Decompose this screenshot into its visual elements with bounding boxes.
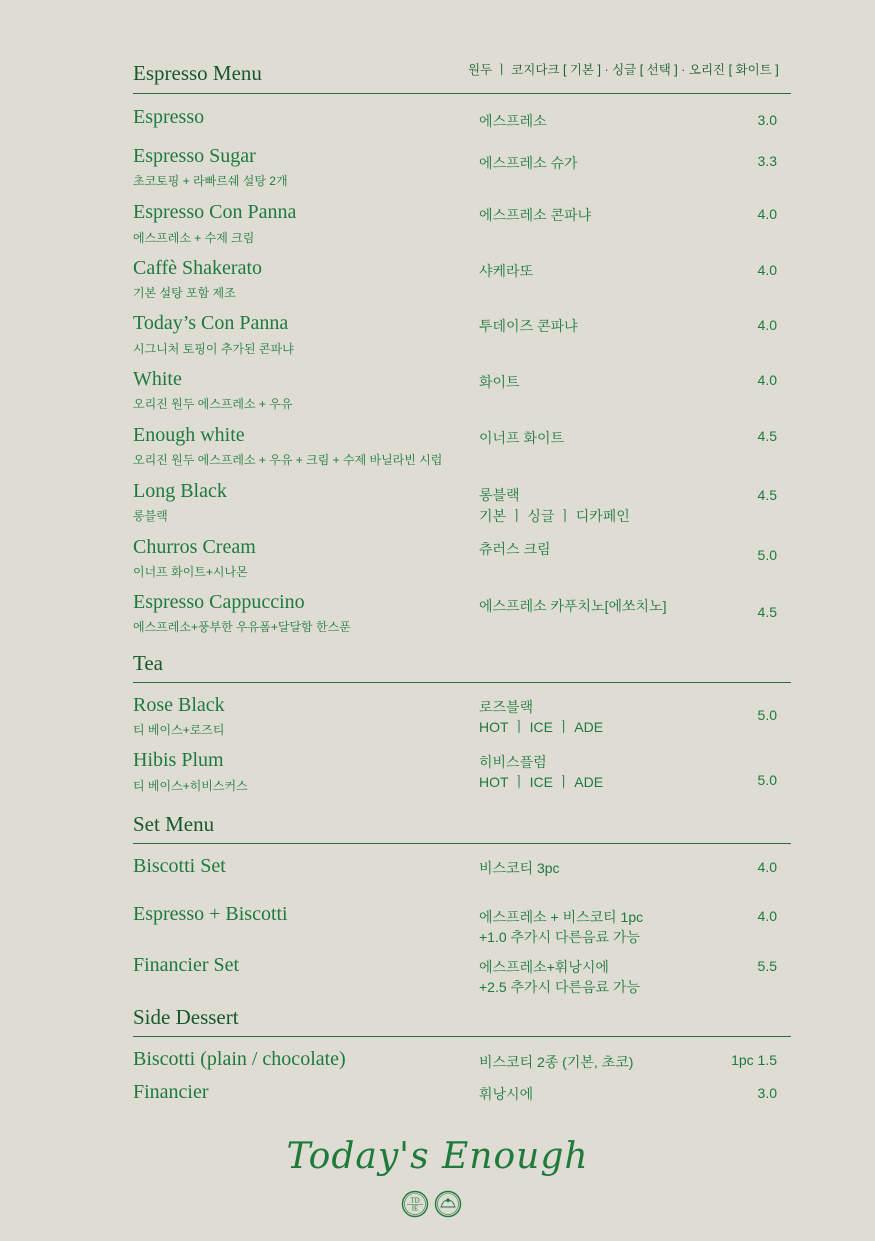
item-name-espresso-cappuccino: Espresso Cappuccino: [133, 591, 305, 613]
item-korean-espresso-con-panna: 에스프레소 콘파냐: [479, 207, 592, 223]
item-name-caffe-shakerato: Caffè Shakerato: [133, 257, 263, 279]
tea-section-title: Tea: [133, 651, 164, 675]
item-korean-churros-cream: 츄러스 크림: [479, 541, 551, 557]
long-black-options: 기본 ㅣ 싱글 ㅣ 디카페인: [479, 508, 630, 524]
item-desc-rose-black: 티 베이스+로즈티: [133, 723, 225, 737]
item-name-financier-set: Financier Set: [133, 954, 240, 976]
item-desc-churros-cream: 이너프 화이트+시나몬: [133, 565, 248, 579]
item-korean-biscotti-set: 비스코티 3pc: [479, 860, 560, 876]
item-name-espresso-sugar: Espresso Sugar: [133, 145, 256, 167]
item-desc-enough-white: 오리진 원두 에스프레소 + 우유 + 크림 + 수제 바닐라빈 시럽: [133, 453, 443, 467]
item-name-long-black: Long Black: [133, 480, 227, 502]
item-price-espresso-cappuccino: 4.5: [757, 604, 777, 620]
item-name-espresso-biscotti: Espresso + Biscotti: [133, 903, 288, 925]
espresso-section-title: Espresso Menu: [133, 61, 262, 85]
tea-divider: [133, 682, 791, 683]
item-korean-enough-white: 이너프 화이트: [479, 430, 565, 446]
item-price-churros-cream: 5.0: [757, 547, 777, 563]
brand-badges: [400, 1190, 466, 1218]
item-price-caffe-shakerato: 4.0: [757, 262, 777, 278]
item-korean-white: 화이트: [479, 374, 520, 390]
item-korean-financier-set: 에스프레소+휘낭시에: [479, 959, 609, 975]
svg-text:IE: IE: [411, 1204, 419, 1213]
item-name-churros-cream: Churros Cream: [133, 536, 256, 558]
set-section-title: Set Menu: [133, 812, 215, 836]
espresso-biscotti-note: +1.0 추가시 다른음료 가능: [479, 929, 641, 945]
item-name-hibis-plum: Hibis Plum: [133, 749, 224, 771]
brand-seal-icon: [400, 1190, 466, 1218]
rose-black-options: HOT ㅣ ICE ㅣ ADE: [479, 719, 604, 735]
item-korean-espresso-cappuccino: 에스프레소 카푸치노[에쏘치노]: [479, 598, 667, 614]
bean-options-note: 원두 ㅣ 코지다크 [ 기본 ] · 싱글 [ 선택 ] · 오리진 [ 화이트 ]: [468, 63, 779, 77]
item-korean-espresso-sugar: 에스프레소 슈가: [479, 155, 578, 171]
brand-logo-text: Today's Enough: [286, 1136, 589, 1177]
item-name-biscotti-set: Biscotti Set: [133, 855, 226, 877]
item-desc-todays-con-panna: 시그니처 토핑이 추가된 콘파냐: [133, 342, 294, 356]
item-name-enough-white: Enough white: [133, 424, 245, 446]
item-korean-espresso: 에스프레소: [479, 113, 547, 129]
set-divider: [133, 843, 791, 844]
item-name-espresso: Espresso: [133, 106, 205, 128]
item-korean-todays-con-panna: 투데이즈 콘파냐: [479, 318, 578, 334]
item-price-espresso-con-panna: 4.0: [757, 206, 777, 222]
item-price-biscotti: 1pc 1.5: [731, 1052, 777, 1068]
svg-text:TD: TD: [410, 1196, 420, 1205]
item-price-biscotti-set: 4.0: [757, 859, 777, 875]
item-desc-espresso-con-panna: 에스프레소 + 수제 크림: [133, 231, 255, 245]
item-korean-biscotti: 비스코티 2종 (기본, 초코): [479, 1054, 634, 1070]
item-price-todays-con-panna: 4.0: [757, 317, 777, 333]
item-price-espresso-biscotti: 4.0: [757, 908, 777, 924]
item-name-espresso-con-panna: Espresso Con Panna: [133, 201, 297, 223]
item-price-espresso-sugar: 3.3: [757, 153, 777, 169]
dessert-section-title: Side Dessert: [133, 1005, 239, 1029]
item-desc-espresso-sugar: 초코토핑 + 라빠르쉐 설탕 2개: [133, 174, 288, 188]
item-desc-espresso-cappuccino: 에스프레소+풍부한 우유폼+달달함 한스푼: [133, 620, 351, 634]
item-price-financier-set: 5.5: [757, 958, 777, 974]
item-price-financier: 3.0: [757, 1085, 777, 1101]
dessert-divider: [133, 1036, 791, 1037]
item-desc-hibis-plum: 티 베이스+히비스커스: [133, 779, 248, 793]
item-price-long-black: 4.5: [757, 487, 777, 503]
item-name-financier: Financier: [133, 1081, 209, 1103]
hibis-plum-options: HOT ㅣ ICE ㅣ ADE: [479, 774, 604, 790]
item-name-white: White: [133, 368, 182, 390]
item-korean-financier: 휘낭시에: [479, 1086, 534, 1102]
item-name-todays-con-panna: Today’s Con Panna: [133, 312, 289, 334]
item-desc-caffe-shakerato: 기본 설탕 포함 제조: [133, 286, 236, 300]
item-price-enough-white: 4.5: [757, 428, 777, 444]
item-korean-espresso-biscotti: 에스프레소 + 비스코티 1pc: [479, 909, 644, 925]
item-korean-caffe-shakerato: 샤케라또: [479, 263, 534, 279]
item-price-espresso: 3.0: [757, 112, 777, 128]
financier-set-note: +2.5 추가시 다른음료 가능: [479, 979, 641, 995]
item-price-rose-black: 5.0: [757, 707, 777, 723]
espresso-divider: [133, 93, 791, 94]
item-desc-long-black: 롱블랙: [133, 509, 168, 523]
item-korean-long-black: 롱블랙: [479, 487, 520, 503]
item-price-hibis-plum: 5.0: [757, 772, 777, 788]
item-desc-white: 오리진 원두 에스프레소 + 우유: [133, 397, 293, 411]
item-korean-hibis-plum: 히비스플럼: [479, 754, 547, 770]
item-korean-rose-black: 로즈블랙: [479, 699, 534, 715]
item-name-biscotti: Biscotti (plain / chocolate): [133, 1048, 346, 1070]
item-name-rose-black: Rose Black: [133, 694, 225, 716]
item-price-white: 4.0: [757, 372, 777, 388]
